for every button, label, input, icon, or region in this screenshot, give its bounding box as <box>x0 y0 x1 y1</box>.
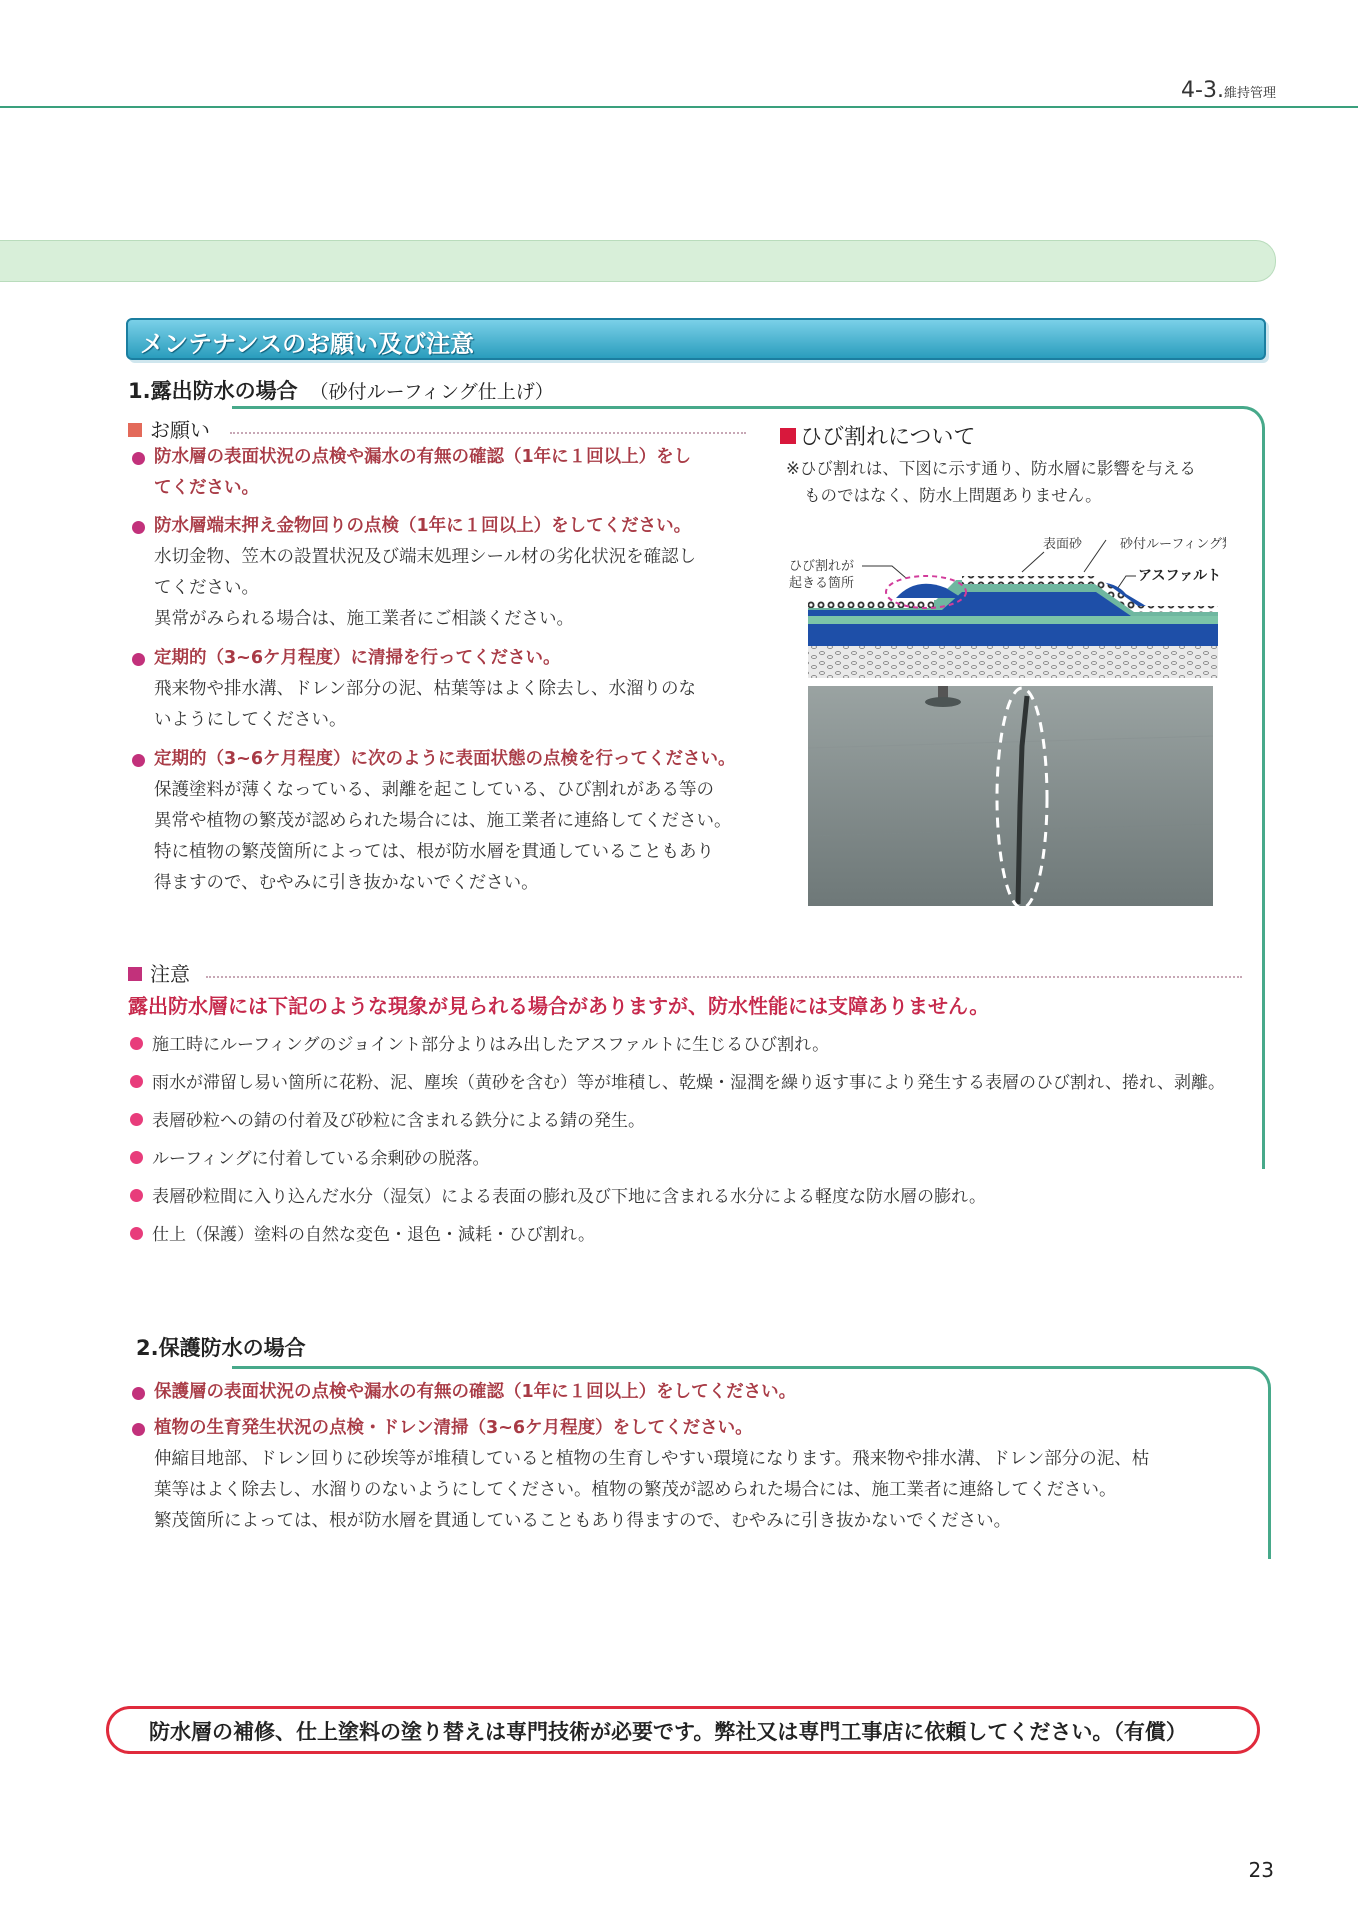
request-2-body-line: てください。 <box>154 578 259 598</box>
square-marker-icon <box>780 428 796 444</box>
bullet-icon <box>130 1075 143 1088</box>
caution-item-2 <box>152 1068 1225 1093</box>
caution-item-text: 表層砂粒間に入り込んだ水分（湿気）による表面の膨れ及び下地に含まれる水分による軽度な防水層の膨れ。 <box>152 1187 987 1207</box>
section2-item-1-lead: 保護層の表面状況の点検や漏水の有無の確認（1年に１回以上）をしてください。 <box>154 1382 797 1402</box>
request-4-lead-line: 定期的（3~6ケ月程度）に次のように表面状態の点検を行ってください。 <box>154 749 736 769</box>
request-1-lead-line: 防水層の表面状況の点検や漏水の有無の確認（1年に１回以上）をし <box>154 447 692 467</box>
crack-note <box>786 455 1256 509</box>
bullet-icon <box>132 452 145 465</box>
section2-item-2-body-line: 伸縮目地部、ドレン回りに砂埃等が堆積していると植物の生育しやすい環境になります。飛来物や排水溝、ドレン部分の泥、枯 <box>154 1449 1150 1469</box>
crack-title: ひび割れについて <box>800 425 976 450</box>
repair-notice-box <box>106 1706 1260 1754</box>
request-2-body-line: 水切金物、笠木の設置状況及び端末処理シール材の劣化状況を確認し <box>154 547 697 567</box>
request-item-3 <box>128 643 768 736</box>
section1-heading-text: 1.露出防水の場合 <box>128 379 298 403</box>
caution-item-text: 表層砂粒への錆の付着及び砂粒に含まれる鉄分による錆の発生。 <box>152 1111 645 1131</box>
request-4-body-line: 得ますので、むやみに引き抜かないでください。 <box>154 873 539 893</box>
section2-item-2-lead: 植物の生育発生状況の点検・ドレン清掃（3~6ケ月程度）をしてください。 <box>154 1418 753 1438</box>
section1-heading <box>128 375 554 405</box>
header-section-label <box>1181 78 1276 103</box>
bullet-icon <box>132 754 145 767</box>
section2-heading: 2.保護防水の場合 <box>136 1336 306 1360</box>
caution-item-4 <box>152 1144 489 1169</box>
crack-header <box>780 420 976 451</box>
diagram-label-sanded-roofing: 砂付ルーフィング類 <box>1120 537 1226 552</box>
section2-item-2-body-line: 葉等はよく除去し、水溜りのないようにしてください。植物の繁茂が認められた場合には、施工業者に連絡してください。 <box>154 1480 1117 1500</box>
request-1-lead-line: てください。 <box>154 478 259 498</box>
diagram-label-crack-point: 起きる箇所 <box>789 576 855 591</box>
caution-item-text: 施工時にルーフィングのジョイント部分よりはみ出したアスファルトに生じるひび割れ。 <box>152 1035 830 1055</box>
crack-note-line: ものではなく、防水上問題ありません。 <box>804 486 1102 505</box>
request-2-lead-line: 防水層端末押え金物回りの点検（1年に１回以上）をしてください。 <box>154 516 692 536</box>
header-section-title: 維持管理 <box>1223 86 1276 101</box>
square-marker-icon <box>128 967 142 981</box>
request-3-lead-line: 定期的（3~6ケ月程度）に清掃を行ってください。 <box>154 648 561 668</box>
diagram-label-crack-point: ひび割れが <box>789 559 855 574</box>
bullet-icon <box>130 1113 143 1126</box>
request-2-body-line: 異常がみられる場合は、施工業者にご相談ください。 <box>154 609 574 629</box>
diagram-label-asphalt: アスファルト <box>1138 568 1222 584</box>
bullet-icon <box>130 1227 143 1240</box>
bullet-icon <box>132 521 145 534</box>
page-number: 23 <box>1248 1858 1274 1882</box>
main-title-bar <box>126 318 1266 360</box>
section2-item-2-body-line: 繁茂箇所によっては、根が防水層を貫通していることもあり得ますので、むやみに引き抜かないでください。 <box>154 1511 1012 1531</box>
section-band <box>0 240 1276 282</box>
caution-header <box>128 958 190 987</box>
caution-headline: 露出防水層には下記のような現象が見られる場合がありますが、防水性能には支障ありません。 <box>128 994 990 1018</box>
request-3-body-line: いようにしてください。 <box>154 710 347 730</box>
request-item-1 <box>128 442 758 504</box>
caution-item-1 <box>152 1030 829 1055</box>
caution-item-text: 仕上（保護）塗料の自然な変色・退色・減耗・ひび割れ。 <box>152 1225 596 1245</box>
main-title: メンテナンスのお願い及び注意 <box>140 330 475 358</box>
caution-label: 注意 <box>150 962 190 986</box>
request-item-2 <box>128 511 768 635</box>
request-4-body-line: 保護塗料が薄くなっている、剥離を起こしている、ひび割れがある等の <box>154 780 714 800</box>
caution-list <box>152 1030 1262 1250</box>
bullet-icon <box>130 1037 143 1050</box>
requests-dotted-rule <box>230 432 746 434</box>
request-3-body-line: 飛来物や排水溝、ドレン部分の泥、枯葉等はよく除去し、水溜りのな <box>154 679 697 699</box>
caution-item-text: 雨水が滞留し易い箇所に花粉、泥、塵埃（黄砂を含む）等が堆積し、乾燥・湿潤を繰り返す事により発生する表層のひび割れ、捲れ、剥離。 <box>152 1073 1226 1093</box>
request-4-body-line: 異常や植物の繁茂が認められた場合には、施工業者に連絡してください。 <box>154 811 732 831</box>
request-4-body-line: 特に植物の繁茂箇所によっては、根が防水層を貫通していることもあり <box>154 842 714 862</box>
caution-item-text: ルーフィングに付着している余剰砂の脱落。 <box>152 1149 490 1169</box>
header-rule <box>0 106 1358 108</box>
caution-item-6 <box>152 1220 595 1245</box>
crack-cross-section-diagram <box>786 530 1226 678</box>
requests-label: お願い <box>150 418 210 442</box>
bullet-icon <box>132 653 145 666</box>
square-marker-icon <box>128 423 142 437</box>
caution-item-3 <box>152 1106 645 1131</box>
caution-dotted-rule <box>206 976 1242 978</box>
crack-photo-svg <box>808 686 1213 906</box>
section1-heading-sub: （砂付ルーフィング仕上げ） <box>309 381 554 403</box>
caution-item-5 <box>152 1182 986 1207</box>
repair-notice-text: 防水層の補修、仕上塗料の塗り替えは専門技術が必要です。弊社又は専門工事店に依頼してください。（有償） <box>149 1720 1187 1744</box>
bullet-icon <box>132 1423 145 1436</box>
section2-item-1 <box>128 1377 1268 1408</box>
bullet-icon <box>130 1189 143 1202</box>
requests-header <box>128 414 210 443</box>
bullet-icon <box>130 1151 143 1164</box>
request-item-4 <box>128 744 778 899</box>
section2-item-2 <box>128 1413 1268 1537</box>
cross-section-svg <box>786 530 1226 678</box>
bullet-icon <box>132 1387 145 1400</box>
crack-photo <box>808 686 1213 906</box>
header-section-no: 4-3. <box>1181 78 1224 103</box>
diagram-label-surface-sand: 表面砂 <box>1043 537 1083 552</box>
crack-note-line: ※ひび割れは、下図に示す通り、防水層に影響を与える <box>786 459 1196 478</box>
